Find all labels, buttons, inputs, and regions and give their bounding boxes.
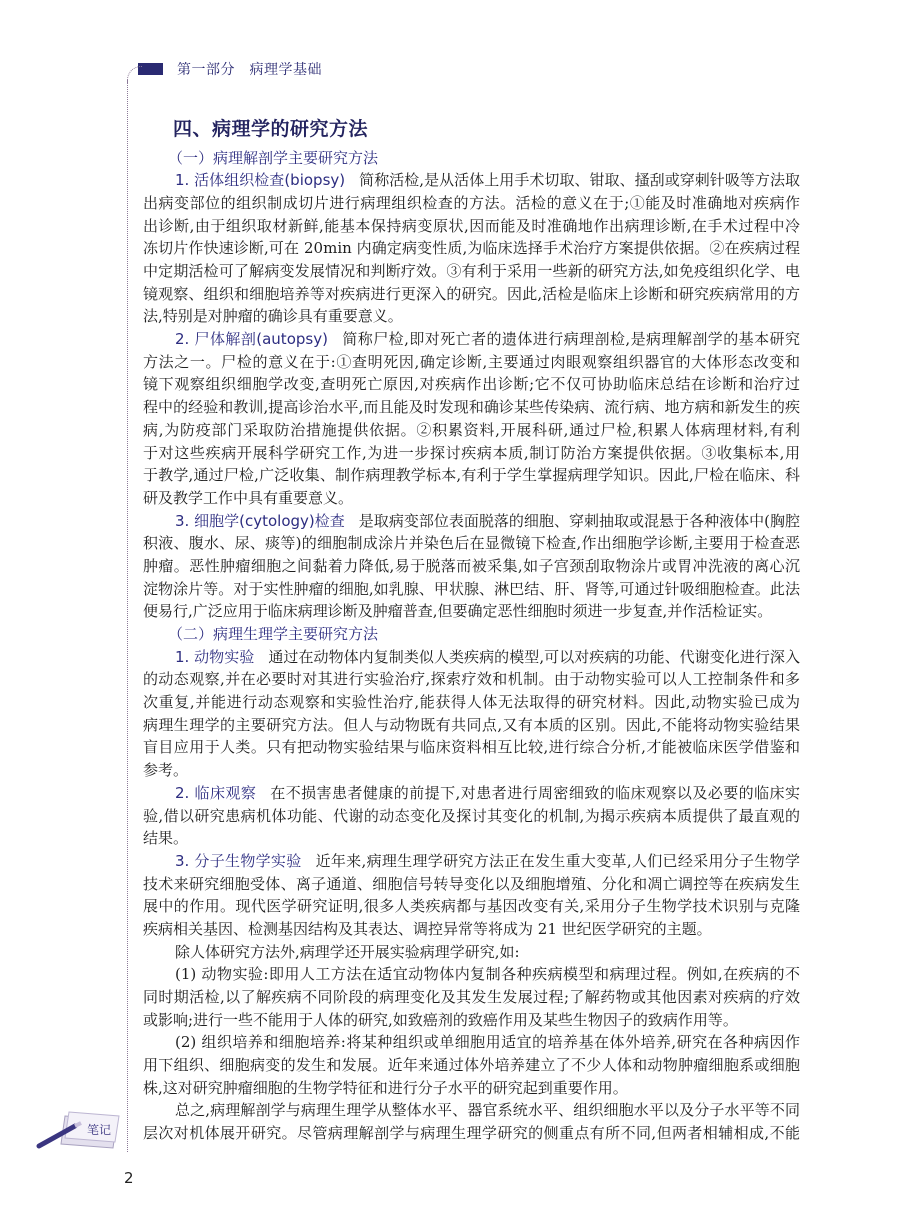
body-text (143, 147, 800, 1145)
line-text: 总之,病理解剖学与病理生理学从整体水平、器官系统水平、组织细胞水平以及分子水平等不同 (175, 1101, 800, 1120)
text-line (143, 714, 800, 737)
paragraph (143, 1099, 800, 1144)
line-text: 的动态观察,并在必要时对其进行实验治疗,探索疗效和机制。由于动物实验可以人工控制条件和多 (143, 670, 800, 689)
text-line (143, 532, 800, 555)
line-text: 出诊断,由于组织取材新鲜,能基本保持病变原状,因而能及时准确地作出病理诊断,在手术过程中冷 (143, 216, 800, 235)
line-text: 肿瘤。恶性肿瘤细胞之间黏着力降低,易于脱落而被采集,如子宫颈刮取物涂片或胃冲洗液的离心沉 (143, 556, 800, 575)
line-text: 展中的作用。现代医学研究证明,很多人类疾病都与基因改变有关,采用分子生物学技术识别与克隆 (143, 897, 800, 916)
text-line (143, 1099, 800, 1122)
line-text: 方法之一。尸检的意义在于:①查明死因,确定诊断,主要通过肉眼观察组织器官的大体形态改变和 (143, 352, 800, 371)
line-text: 同时期活检,以了解疾病不同阶段的病理变化及其发生发展过程;了解药物或其他因素对疾病的疗效 (143, 988, 800, 1007)
paragraph (143, 850, 800, 941)
text-line (143, 1077, 800, 1100)
line-text: 技术来研究细胞受体、离子通道、细胞信号转导变化以及细胞增殖、分化和凋亡调控等在疾病发生 (143, 874, 800, 893)
text-line (143, 873, 800, 896)
line-text: 株,这对研究肿瘤细胞的生物学特征和进行分子水平的研究起到重要作用。 (143, 1078, 628, 1097)
line-text: 在不损害患者健康的前提下,对患者进行周密细致的临床观察以及必要的临床实 (270, 783, 800, 802)
line-text: 于教学,通过尸检,广泛收集、制作病理教学标本,有利于学生掌握病理学知识。因此,尸检在临床、科 (143, 466, 800, 485)
line-text: 病理生理学的主要研究方法。但人与动物既有共同点,又有本质的区别。因此,不能将动物实验结果 (143, 715, 800, 734)
text-line (143, 169, 800, 192)
text-line (143, 805, 800, 828)
text-line (143, 464, 800, 487)
line-text: 淀物涂片等。对于实性肿瘤的细胞,如乳腺、甲状腺、淋巴结、肝、肾等,可通过针吸细胞检查。此法 (143, 579, 800, 598)
line-text: 法,特别是对肿瘤的确诊具有重要意义。 (143, 307, 403, 326)
text-line (143, 918, 800, 941)
paragraph (143, 1031, 800, 1099)
line-text: 便易行,广泛应用于临床病理诊断及肿瘤普查,但要确定恶性细胞时须进一步复查,并作活检证实。 (143, 602, 773, 621)
text-line (143, 668, 800, 691)
text-line (143, 487, 800, 510)
text-line (143, 782, 800, 805)
line-text: 疾病相关基因、检测基因结构及其表达、调控异常等将成为 21 世纪医学研究的主题。 (143, 919, 712, 938)
text-line (143, 941, 800, 964)
notes-icon (35, 1108, 125, 1152)
line-text: 层次对机体展开研究。尽管病理解剖学与病理生理学研究的侧重点有所不同,但两者相辅相成,不能 (143, 1124, 800, 1143)
text-line (143, 237, 800, 260)
paragraph (143, 646, 800, 782)
line-text: 或影响;进行一些不能用于人体的研究,如致癌剂的致癌作用及某些生物因子的致病作用等。 (143, 1010, 738, 1029)
paragraph-heading: 3. 细胞学(cytology)检查 (175, 511, 345, 530)
line-text: 验,借以研究患病机体功能、代谢的动态变化及探讨其变化的机制,为揭示疾病本质提供了最直观的 (143, 806, 800, 825)
line-text: 通过在动物体内复制类似人类疾病的模型,可以对疾病的功能、代谢变化进行深入 (268, 647, 800, 666)
text-line (143, 555, 800, 578)
line-text: 盲目应用于人类。只有把动物实验结果与临床资料相互比较,进行综合分析,才能被临床医学借鉴和 (143, 738, 800, 757)
text-line (143, 373, 800, 396)
page-number: 2 (124, 1169, 134, 1187)
text-line (143, 328, 800, 351)
text-line (143, 260, 800, 283)
line-text: 程中的经验和教训,提高诊治水平,而且能及时发现和确诊某些传染病、流行病、地方病和新发生的疾 (143, 398, 800, 417)
text-line (143, 963, 800, 986)
paragraph (143, 782, 800, 850)
paragraph-heading: 2. 临床观察 (175, 783, 257, 802)
section-title: 四、病理学的研究方法 (173, 118, 369, 140)
line-text: 积液、腹水、尿、痰等)的细胞制成涂片并染色后在显微镜下检查,作出细胞学诊断,主要用于检查恶 (143, 534, 800, 553)
line-text: 用下组织、细胞病变的发生和发展。近年来通过体外培养建立了不少人体和动物肿瘤细胞系或细胞 (143, 1056, 800, 1075)
text-line (143, 646, 800, 669)
text-line (143, 1031, 800, 1054)
line-text: 近年来,病理生理学研究方法正在发生重大变革,人们已经采用分子生物学 (315, 851, 800, 870)
text-line (143, 351, 800, 374)
text-line (143, 600, 800, 623)
text-line (143, 759, 800, 782)
line-text: 简称尸检,即对死亡者的遗体进行病理剖检,是病理解剖学的基本研究 (341, 330, 800, 349)
paragraph-heading: 2. 尸体解剖(autopsy) (175, 330, 328, 349)
text-line (143, 827, 800, 850)
text-line (143, 510, 800, 533)
line-text: 中定期活检可了解病变发展情况和判断疗效。③有利于采用一些新的研究方法,如免疫组织化学、电 (143, 262, 800, 281)
text-line (143, 578, 800, 601)
text-line (143, 1122, 800, 1145)
line-text: 镜下观察组织细胞学改变,查明死亡原因,对疾病作出诊断;它不仅可协助临床总结在诊断和治疗过 (143, 375, 800, 394)
text-line (143, 283, 800, 306)
line-text: (2) 组织培养和细胞培养:将某种组织或单细胞用适宜的培养基在体外培养,研究在各种病因作 (175, 1033, 800, 1052)
paragraph (143, 941, 800, 964)
text-line (143, 305, 800, 328)
text-line (143, 1009, 800, 1032)
margin-rule-curve (127, 66, 142, 83)
paragraph-heading: 1. 活体组织检查(biopsy) (175, 171, 346, 190)
line-text: 病,为防疫部门采取防治措施提供依据。②积累资料,开展科研,通过尸检,积累人体病理材料,有利 (143, 420, 800, 439)
line-text: 参考。 (143, 761, 189, 780)
line-text: 镜观察、组织和细胞培养等对疾病进行更深入的研究。因此,活检是临床上诊断和研究疾病常用的方 (143, 284, 800, 303)
svg-text:笔记: 笔记 (87, 1123, 112, 1137)
text-line (143, 1054, 800, 1077)
text-line (143, 396, 800, 419)
paragraph (143, 510, 800, 623)
line-text: 除人体研究方法外,病理学还开展实验病理学研究,如: (175, 942, 520, 961)
running-header: 第一部分 病理学基础 (177, 62, 322, 78)
line-text: 出病变部位的组织制成切片进行病理组织检查的方法。活检的意义在于;①能及时准确地对疾病作 (143, 193, 800, 212)
text-line (143, 215, 800, 238)
text-line (143, 691, 800, 714)
paragraph-heading: 1. 动物实验 (175, 647, 255, 666)
subsection-heading: （二）病理生理学主要研究方法 (168, 625, 379, 644)
paragraph (143, 963, 800, 1031)
paragraph-heading: 3. 分子生物学实验 (175, 851, 302, 870)
line-text: 结果。 (143, 829, 189, 848)
text-line (143, 419, 800, 442)
text-line (143, 895, 800, 918)
text-line (143, 442, 800, 465)
line-text: 研及教学工作中具有重要意义。 (143, 488, 354, 507)
text-line (143, 986, 800, 1009)
line-text: 冻切片作快速诊断,可在 20min 内确定病变性质,为临床选择手术治疗方案提供依据。②在疾病过程 (143, 239, 800, 258)
text-line (143, 192, 800, 215)
line-text: (1) 动物实验:即用人工方法在适宜动物体内复制各种疾病模型和病理过程。例如,在疾病的不 (175, 965, 800, 984)
subsection-heading: （一）病理解剖学主要研究方法 (168, 148, 379, 167)
paragraph (143, 169, 800, 328)
line-text: 于对这些疾病开展科学研究工作,为进一步探讨疾病本质,制订防治方案提供依据。③收集标本,用 (143, 443, 800, 462)
line-text: 是取病变部位表面脱落的细胞、穿刺抽取或混悬于各种液体中(胸腔 (358, 511, 800, 530)
line-text: 次重复,并能进行动态观察和实验性治疗,能获得人体无法取得的研究材料。因此,动物实验已成为 (143, 693, 800, 712)
margin-rule (127, 80, 128, 1152)
line-text: 简称活检,是从活体上用手术切取、钳取、搔刮或穿刺针吸等方法取 (359, 171, 800, 190)
paragraph (143, 328, 800, 510)
text-line (143, 850, 800, 873)
text-line (143, 736, 800, 759)
